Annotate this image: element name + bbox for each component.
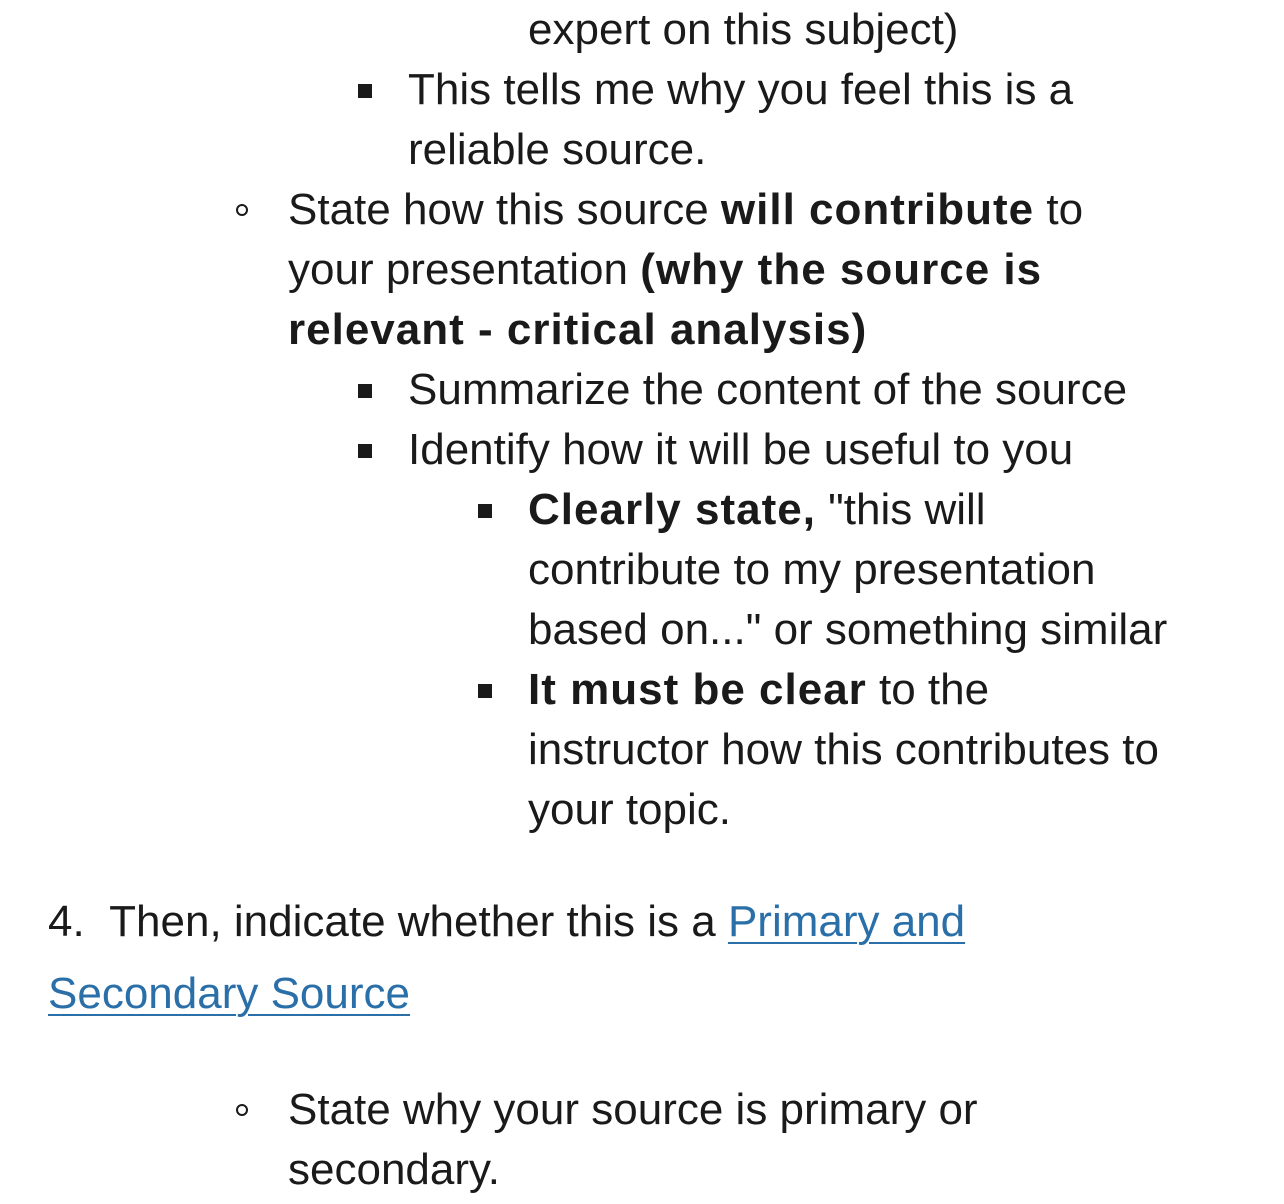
mustbe-post: to the bbox=[866, 665, 990, 714]
mustbe-bold: It must be clear bbox=[528, 665, 867, 714]
state-why-line-1: State why your source is primary or bbox=[288, 1085, 978, 1134]
reliable-line-2: reliable source. bbox=[408, 125, 707, 174]
step-4-number: 4. bbox=[48, 897, 85, 946]
credibility-text-continued: expert on this subject) bbox=[528, 5, 959, 54]
step-4-line-1 bbox=[48, 886, 965, 958]
step-4-text: Then, indicate whether this is a bbox=[109, 897, 728, 946]
contribute-line-3: relevant - critical analysis) bbox=[288, 305, 868, 354]
contribute-line-2 bbox=[288, 240, 1042, 300]
square-bullet-icon bbox=[478, 684, 492, 698]
clearly-bold: Clearly state, bbox=[528, 485, 816, 534]
square-bullet-icon bbox=[358, 384, 372, 398]
state-why-line-2: secondary. bbox=[288, 1145, 500, 1194]
square-bullet-icon bbox=[358, 84, 372, 98]
mustbe-line-3: your topic. bbox=[528, 785, 731, 834]
primary-secondary-link-cont[interactable]: Secondary Source bbox=[48, 969, 410, 1018]
contribute-line2-pre: your presentation bbox=[288, 245, 641, 294]
square-bullet-icon bbox=[478, 504, 492, 518]
circle-bullet-icon bbox=[236, 204, 248, 216]
clearly-post: "this will bbox=[815, 485, 986, 534]
step-4-line-2 bbox=[48, 958, 410, 1030]
contribute-pre: State how this source bbox=[288, 185, 721, 234]
clearly-line-2: contribute to my presentation bbox=[528, 545, 1096, 594]
clearly-line-1 bbox=[528, 480, 986, 540]
contribute-line-1 bbox=[288, 180, 1083, 240]
circle-bullet-icon bbox=[236, 1104, 248, 1116]
identify-item: Identify how it will be useful to you bbox=[408, 425, 1074, 474]
mustbe-line-1 bbox=[528, 660, 989, 720]
contribute-line2-bold: (why the source is bbox=[640, 245, 1043, 294]
clearly-line-3: based on..." or something similar bbox=[528, 605, 1168, 654]
summarize-item: Summarize the content of the source bbox=[408, 365, 1128, 414]
reliable-line-1: This tells me why you feel this is a bbox=[408, 65, 1074, 114]
primary-secondary-link[interactable]: Primary and bbox=[727, 897, 966, 946]
contribute-bold: will contribute bbox=[720, 185, 1035, 234]
square-bullet-icon bbox=[358, 444, 372, 458]
contribute-post: to bbox=[1034, 185, 1084, 234]
mustbe-line-2: instructor how this contributes to bbox=[528, 725, 1159, 774]
